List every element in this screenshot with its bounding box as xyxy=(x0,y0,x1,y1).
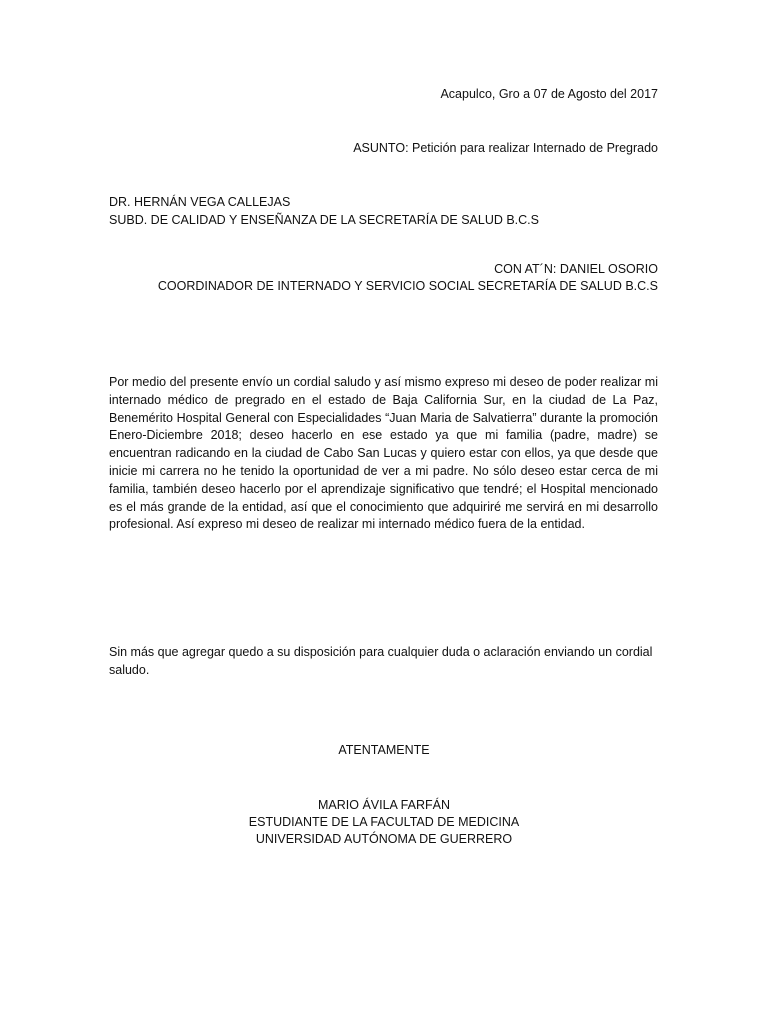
recipient-position: SUBD. DE CALIDAD Y ENSEÑANZA DE LA SECRETARÍA DE SALUD B.C.S xyxy=(109,213,539,227)
signature-institution: UNIVERSIDAD AUTÓNOMA DE GUERRERO xyxy=(255,832,513,846)
valediction: ATENTAMENTE xyxy=(338,743,430,757)
recipient-name: DR. HERNÁN VEGA CALLEJAS xyxy=(109,195,291,209)
place-date: Acapulco, Gro a 07 de Agosto del 2017 xyxy=(440,87,658,101)
attention-position: COORDINADOR DE INTERNADO Y SERVICIO SOCIAL SECRETARÍA DE SALUD B.C.S xyxy=(157,279,658,293)
closing-paragraph: Sin más que agregar quedo a su disposición para cualquier duda o aclaración enviando un cordial saludo. xyxy=(109,645,653,677)
attention-name: CON AT´N: DANIEL OSORIO xyxy=(494,262,658,276)
signature-role: ESTUDIANTE DE LA FACULTAD DE MEDICINA xyxy=(248,815,520,829)
signature-name: MARIO ÁVILA FARFÁN xyxy=(318,798,450,812)
letter-body: Por medio del presente envío un cordial saludo y así mismo expreso mi deseo de poder realizar mi internado médico de pregrado en el estado de Baja California Sur, en la ciudad de La Paz, Benemérito Hospital General con Especialidades “Juan Maria de Salvatierra” durante la promoción Enero-Diciembre 2018; deseo hacerlo en ese estado ya que mi familia (padre, madre) se encuentran radicando en la ciudad de Cabo San Lucas y quiero estar con ellos, ya que desde que inicie mi carrera no he tenido la oportunidad de ver a mi padre. No sólo deseo estar cerca de mi familia, también deseo hacerlo por el aprendizaje significativo que tendré; el Hospital mencionado es el más grande de la entidad, así que el conocimiento que adquiriré me servirá en mi desarrollo profesional. Así expreso mi deseo de realizar mi internado médico fuera de la entidad. xyxy=(109,375,658,532)
subject-line: ASUNTO: Petición para realizar Internado de Pregrado xyxy=(353,141,658,155)
